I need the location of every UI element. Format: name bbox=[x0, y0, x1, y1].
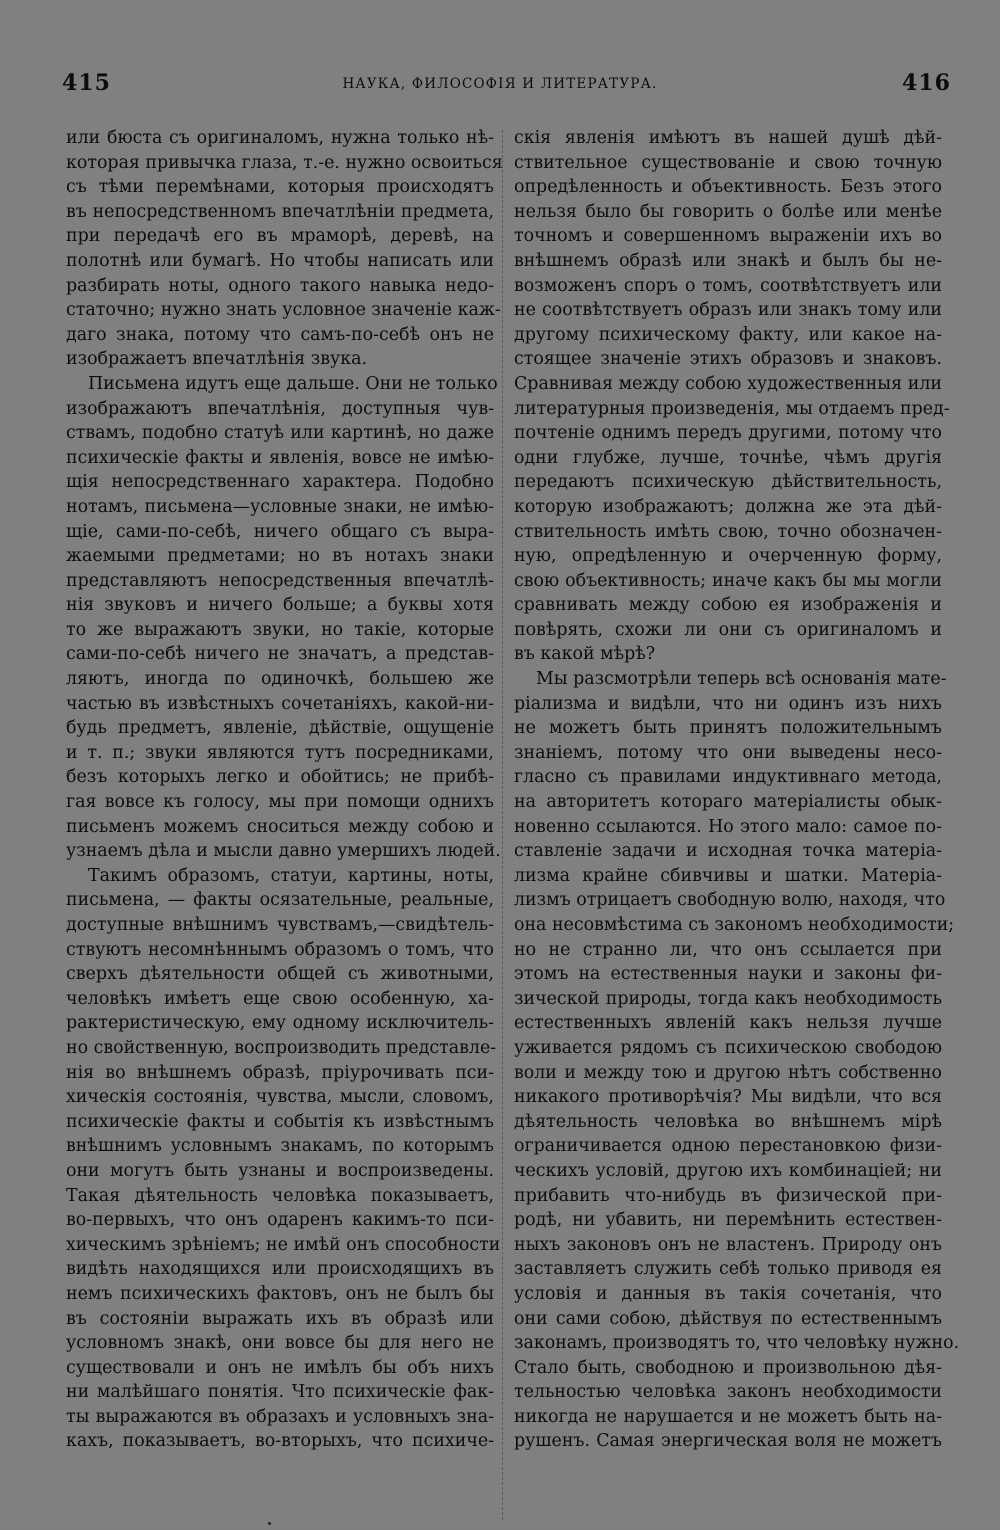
text-line: никакого противорѣчія? Мы видѣли, что вся bbox=[514, 1087, 942, 1108]
text-line: внѣшнемъ образѣ или знакѣ и былъ бы не- bbox=[514, 250, 942, 271]
left-text-column bbox=[66, 126, 503, 1454]
text-line: стоящее значеніе этихъ образовъ и знаковъ. bbox=[514, 349, 942, 370]
text-line: даго знака, потому что самъ-по-себѣ онъ не bbox=[66, 324, 494, 345]
text-line: возможенъ споръ о томъ, соотвѣтствуетъ или bbox=[514, 275, 942, 296]
text-line: но свойственную, воспроизводить представле- bbox=[66, 1037, 497, 1058]
text-line: на авторитетъ котораго матеріалисты обык- bbox=[514, 792, 942, 813]
text-line: съ тѣми перемѣнами, которыя происходятъ bbox=[66, 177, 494, 198]
text-line: Мы разсмотрѣли теперь всѣ основанія мате- bbox=[536, 669, 947, 690]
text-line: письмена, — факты осязательные, реальные, bbox=[66, 890, 494, 911]
text-line: или бюста съ оригиналомъ, нужна только нѣ- bbox=[66, 128, 494, 148]
text-line: щіе, сами-по-себѣ, ничего общаго съ выра- bbox=[66, 521, 494, 542]
text-line: передаютъ психическую дѣйствительность, bbox=[514, 472, 942, 493]
text-line: въ состояніи выражать ихъ въ образѣ или bbox=[66, 1308, 494, 1329]
text-line: повѣрять, схожи ли они съ оригиналомъ и bbox=[514, 619, 942, 640]
text-line: при передачѣ его въ мраморѣ, деревѣ, на bbox=[66, 226, 494, 247]
text-line: въ непосредственномъ впечатлѣніи предмета, bbox=[66, 201, 494, 222]
text-line: доступные внѣшнимъ чувствамъ,—свидѣтель- bbox=[66, 915, 494, 935]
text-line: литературныя произведенія, мы отдаемъ пред- bbox=[514, 398, 950, 419]
text-line: рушенъ. Самая энергическая воля не можетъ bbox=[514, 1431, 942, 1452]
text-line: ты выражаются въ образахъ и условныхъ зна- bbox=[66, 1406, 494, 1427]
text-line: одни глубже, лучше, точнѣе, чѣмъ другія bbox=[514, 447, 942, 468]
text-line: жаемыми предметами; но въ нотахъ знаки bbox=[66, 546, 494, 567]
text-line: въ какой мѣрѣ? bbox=[514, 644, 656, 665]
text-line: гласно съ правилами индуктивнаго метода, bbox=[514, 767, 942, 788]
text-line: и т. п.; звуки являются тутъ посредниками, bbox=[66, 742, 494, 763]
text-line: узнаемъ дѣла и мысли давно умершихъ людей. bbox=[66, 841, 501, 862]
text-line: ствительное существованіе и свою точную bbox=[514, 152, 942, 173]
page-number-left: 415 bbox=[62, 70, 111, 96]
text-line: родѣ, ни убавить, ни перемѣнить естествен- bbox=[514, 1210, 942, 1231]
text-line: точномъ и совершенномъ выраженіи ихъ во bbox=[514, 226, 942, 247]
text-line: другому психическому факту, или какое на- bbox=[514, 324, 942, 345]
text-line: ограничивается одною перестановкою физи- bbox=[514, 1136, 942, 1157]
text-line: прибавить что-нибудь въ физической при- bbox=[514, 1185, 942, 1206]
text-line: внѣшнимъ условнымъ знакамъ, по которымъ bbox=[66, 1136, 494, 1157]
text-line: полотнѣ или бумагѣ. Но чтобы написать или bbox=[66, 250, 494, 271]
text-line: кахъ, показываетъ, во-вторыхъ, что психиче- bbox=[66, 1431, 494, 1452]
text-line: этомъ на естественныя науки и законы фи- bbox=[514, 964, 942, 985]
text-line: ныхъ законовъ онъ не властенъ. Природу онъ bbox=[514, 1234, 942, 1255]
text-line: которую изображаютъ; должна же эта дѣй- bbox=[514, 496, 942, 517]
text-line: ствуютъ несомнѣннымъ образомъ о томъ, что bbox=[66, 939, 494, 960]
text-line: законамъ, производятъ то, что человѣку нужно. bbox=[514, 1333, 960, 1354]
text-line: заставляетъ служить себѣ только приводя ея bbox=[514, 1259, 942, 1280]
text-line: они могутъ быть узнаны и воспроизведены. bbox=[66, 1160, 494, 1181]
text-line: будь предметъ, явленіе, дѣйствіе, ощущеніе bbox=[66, 718, 494, 739]
text-line: психическіе факты и явленія, вовсе не имѣю- bbox=[66, 447, 494, 468]
text-line: видѣть находящихся или происходящихъ въ bbox=[66, 1259, 494, 1280]
text-line: то же выражаютъ звуки, но такіе, которые bbox=[66, 619, 494, 640]
text-line: ствамъ, подобно статуѣ или картинѣ, но даже bbox=[66, 423, 494, 444]
text-line: не соотвѣтствуетъ образъ или знакъ тому или bbox=[514, 300, 942, 321]
text-line: ни малѣйшаго понятія. Что психическіе фак- bbox=[66, 1382, 494, 1403]
text-line: знаніемъ, потому что они выведены несо- bbox=[514, 742, 942, 763]
text-line: уживается рядомъ съ психическою свободою bbox=[514, 1037, 942, 1058]
text-line: Такая дѣятельность человѣка показываетъ, bbox=[66, 1185, 494, 1206]
text-line: тельностью человѣка законъ необходимости bbox=[514, 1382, 942, 1403]
text-line: не можетъ быть принятъ положительнымъ bbox=[514, 718, 942, 739]
text-line: Сравнивая между собою художественныя или bbox=[514, 373, 942, 394]
text-line: новенно ссылаются. Но этого мало: самое по- bbox=[514, 816, 942, 837]
text-line: лизмъ отрицаетъ свободную волю, находя, что bbox=[514, 890, 946, 911]
text-line: человѣкъ имѣетъ еще свою особенную, ха- bbox=[66, 988, 494, 1009]
text-line: которая привычка глаза, т.-е. нужно освоиться bbox=[66, 152, 503, 173]
text-line: естественныхъ явленій какъ нельзя лучше bbox=[514, 1013, 942, 1034]
text-line: щія непосредственнаго характера. Подобно bbox=[66, 472, 494, 493]
text-line: нотамъ, письмена—условные знаки, не имѣю- bbox=[66, 496, 494, 517]
text-line: ріализма и видѣли, что ни одинъ изъ нихъ bbox=[514, 693, 942, 714]
text-line: хическимъ зрѣніемъ; не имѣй онъ способности bbox=[66, 1234, 501, 1255]
text-line: Письмена идутъ еще дальше. Они не только bbox=[88, 373, 498, 394]
text-line: ставленіе задачи и исходная точка матеріа- bbox=[514, 841, 942, 862]
text-line: Стало быть, свободною и произвольною дѣя- bbox=[514, 1357, 942, 1378]
text-line: частью въ извѣстныхъ сочетаніяхъ, какой-ни- bbox=[66, 693, 494, 714]
text-line: они сами собою, дѣйствуя по естественнымъ bbox=[514, 1308, 942, 1329]
text-line: но не странно ли, что онъ ссылается при bbox=[514, 939, 942, 960]
text-line: немъ психическихъ фактовъ, онъ не былъ бы bbox=[66, 1283, 494, 1304]
text-line: воли и между тою и другою нѣтъ собственно bbox=[514, 1062, 942, 1083]
running-head: НАУКА, ФИЛОСОФІЯ И ЛИТЕРАТУРА. bbox=[342, 76, 658, 92]
text-line: психическіе факты и событія къ извѣстнымъ bbox=[66, 1111, 494, 1132]
right-text-column bbox=[514, 126, 960, 1454]
text-line: ную, опредѣленную и очерченную форму, bbox=[514, 546, 942, 567]
text-line: свою объективность; иначе какъ бы мы могли bbox=[514, 570, 942, 591]
text-line: разбирать ноты, одного такого навыка недо- bbox=[66, 275, 494, 296]
text-line: изображаютъ впечатлѣнія, доступныя чув- bbox=[66, 398, 494, 419]
text-line: зической природы, тогда какъ необходимость bbox=[514, 988, 942, 1009]
text-line: ствительность имѣть свою, точно обозначен- bbox=[514, 521, 942, 542]
text-line: ческихъ условій, другою ихъ комбинаціей; ни bbox=[514, 1160, 942, 1181]
print-speck bbox=[268, 1522, 271, 1525]
text-line: нія звуковъ и ничего больше; а буквы хотя bbox=[66, 595, 494, 616]
text-line: изображаетъ впечатлѣнія звука. bbox=[66, 349, 368, 370]
text-line: условномъ знакѣ, они вовсе бы для него не bbox=[66, 1333, 494, 1354]
text-line: письменъ можемъ сноситься между собою и bbox=[66, 816, 494, 837]
text-line: существовали и онъ не имѣлъ бы объ нихъ bbox=[66, 1357, 494, 1378]
text-line: статочно; нужно знать условное значеніе каж- bbox=[66, 300, 501, 321]
text-line: во-первыхъ, что онъ одаренъ какимъ-то пси- bbox=[66, 1210, 494, 1231]
text-line: ляютъ, иногда по одиночкѣ, большею же bbox=[66, 669, 494, 690]
text-line: рактеристическую, ему одному исключитель- bbox=[66, 1013, 494, 1034]
text-line: опредѣленность и объективность. Безъ этого bbox=[514, 177, 942, 198]
text-line: скія явленія имѣютъ въ нашей душѣ дѣй- bbox=[514, 128, 942, 148]
text-line: нельзя было бы говорить о болѣе или менѣе bbox=[514, 201, 942, 222]
text-line: сами-по-себѣ ничего не значатъ, а представ- bbox=[66, 644, 494, 665]
text-line: лизма крайне сбивчивы и шатки. Матеріа- bbox=[514, 865, 942, 886]
text-line: безъ которыхъ легко и обойтись; не прибѣ- bbox=[66, 767, 494, 788]
column-divider bbox=[502, 130, 503, 1520]
text-line: представляютъ непосредственныя впечатлѣ- bbox=[66, 570, 494, 591]
text-line: Такимъ образомъ, статуи, картины, ноты, bbox=[88, 865, 494, 886]
text-line: хическія состоянія, чувства, мысли, словомъ, bbox=[66, 1087, 494, 1108]
text-line: дѣятельность человѣка во внѣшнемъ мірѣ bbox=[514, 1111, 942, 1132]
text-line: сравнивать между собою ея изображенія и bbox=[514, 595, 942, 616]
text-line: никогда не нарушается и не можетъ быть на- bbox=[514, 1406, 942, 1427]
page-number-right: 416 bbox=[902, 70, 951, 96]
text-line: она несовмѣстима съ закономъ необходимости; bbox=[514, 915, 955, 935]
text-line: нія во внѣшнемъ образѣ, пріурочивать пси- bbox=[66, 1062, 494, 1083]
text-line: условія и данныя въ такія сочетанія, что bbox=[514, 1283, 942, 1304]
text-line: сверхъ дѣятельности общей съ животными, bbox=[66, 964, 494, 985]
text-line: гая вовсе къ голосу, мы при помощи однихъ bbox=[66, 792, 494, 813]
text-line: почтеніе однимъ передъ другими, потому что bbox=[514, 423, 942, 444]
